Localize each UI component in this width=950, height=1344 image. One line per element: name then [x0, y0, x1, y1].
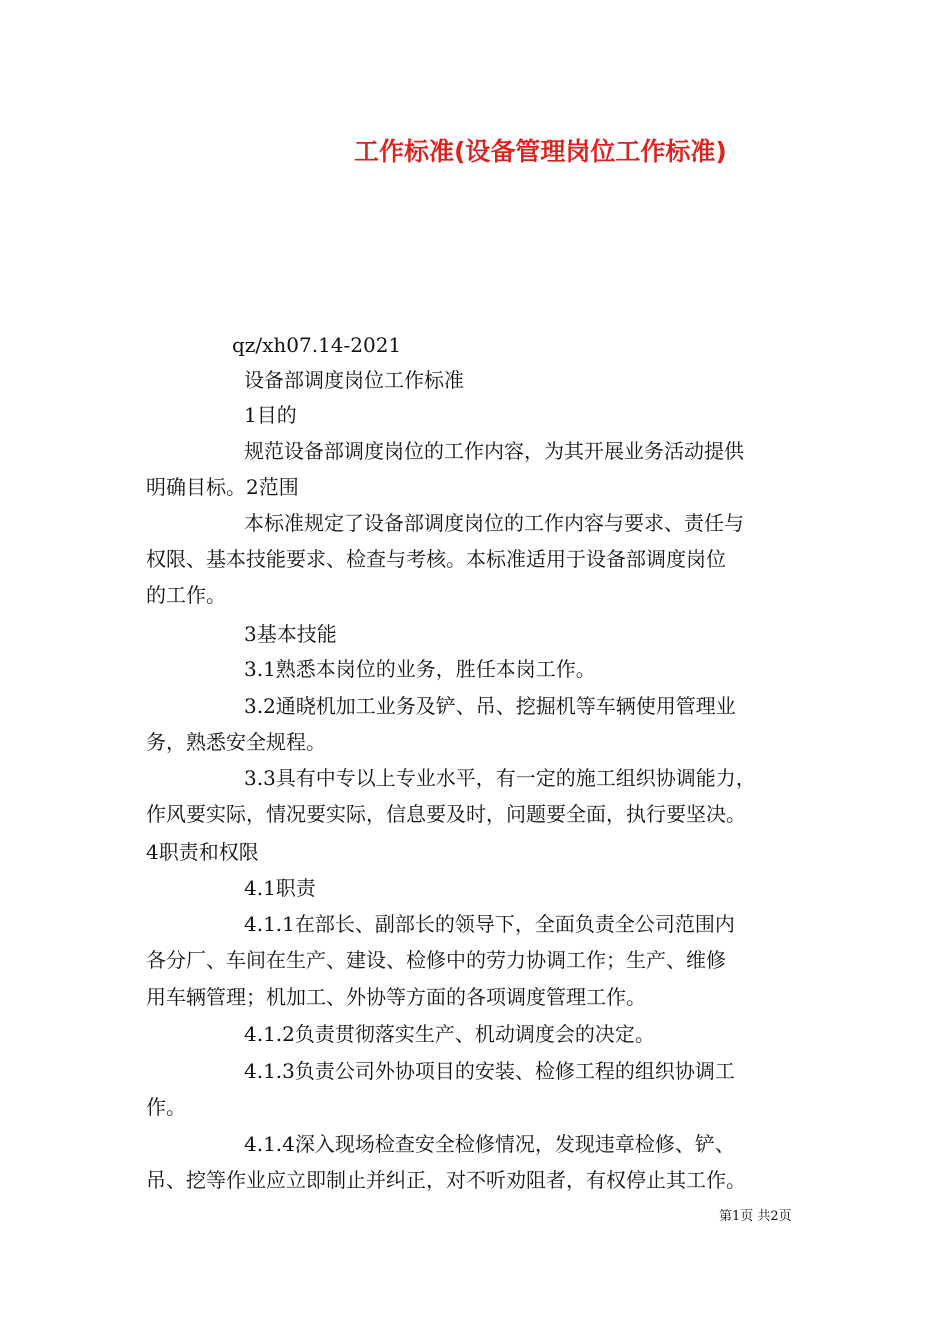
- page-number: 第1页 共2页: [719, 1209, 792, 1224]
- section-heading: 设备部调度岗位工作标准: [244, 368, 464, 392]
- text-line: 的工作。: [146, 583, 226, 607]
- text-line: 4.1.2负责贯彻落实生产、机动调度会的决定。: [244, 1022, 655, 1046]
- text-line: 务，熟悉安全规程。: [146, 730, 326, 754]
- text-line: 各分厂、车间在生产、建设、检修中的劳力协调工作；生产、维修: [146, 948, 726, 972]
- text-line: 权限、基本技能要求、检查与考核。本标准适用于设备部调度岗位: [146, 547, 726, 571]
- text-line: 3.1熟悉本岗位的业务，胜任本岗工作。: [244, 657, 596, 681]
- text-line: 3.3具有中专以上专业水平，有一定的施工组织协调能力，: [244, 766, 756, 790]
- text-line: 4.1职责: [244, 876, 316, 900]
- text-line: 明确目标。2范围: [146, 475, 299, 499]
- text-line: 本标准规定了设备部调度岗位的工作内容与要求、责任与: [244, 511, 744, 535]
- text-line: 4.1.4深入现场检查安全检修情况，发现违章检修、铲、: [244, 1132, 735, 1156]
- text-line: 作风要实际，情况要实际，信息要及时，问题要全面，执行要坚决。: [146, 802, 746, 826]
- text-line: 吊、挖等作业应立即制止并纠正，对不听劝阻者，有权停止其工作。: [146, 1168, 746, 1192]
- document-code: qz/xh07.14-2021: [232, 333, 402, 357]
- text-line: 4.1.1在部长、副部长的领导下，全面负责全公司范围内: [244, 912, 735, 936]
- text-line: 作。: [146, 1095, 186, 1119]
- text-line: 3基本技能: [244, 622, 337, 646]
- text-line: 3.2通晓机加工业务及铲、吊、挖掘机等车辆使用管理业: [244, 694, 736, 718]
- text-line: 1目的: [244, 403, 297, 427]
- text-line: 4职责和权限: [146, 840, 259, 864]
- text-line: 用车辆管理；机加工、外协等方面的各项调度管理工作。: [146, 985, 646, 1009]
- text-line: 规范设备部调度岗位的工作内容，为其开展业务活动提供: [244, 439, 744, 463]
- text-line: 4.1.3负责公司外协项目的安装、检修工程的组织协调工: [244, 1059, 735, 1083]
- document-title: 工作标准(设备管理岗位工作标准): [354, 137, 727, 166]
